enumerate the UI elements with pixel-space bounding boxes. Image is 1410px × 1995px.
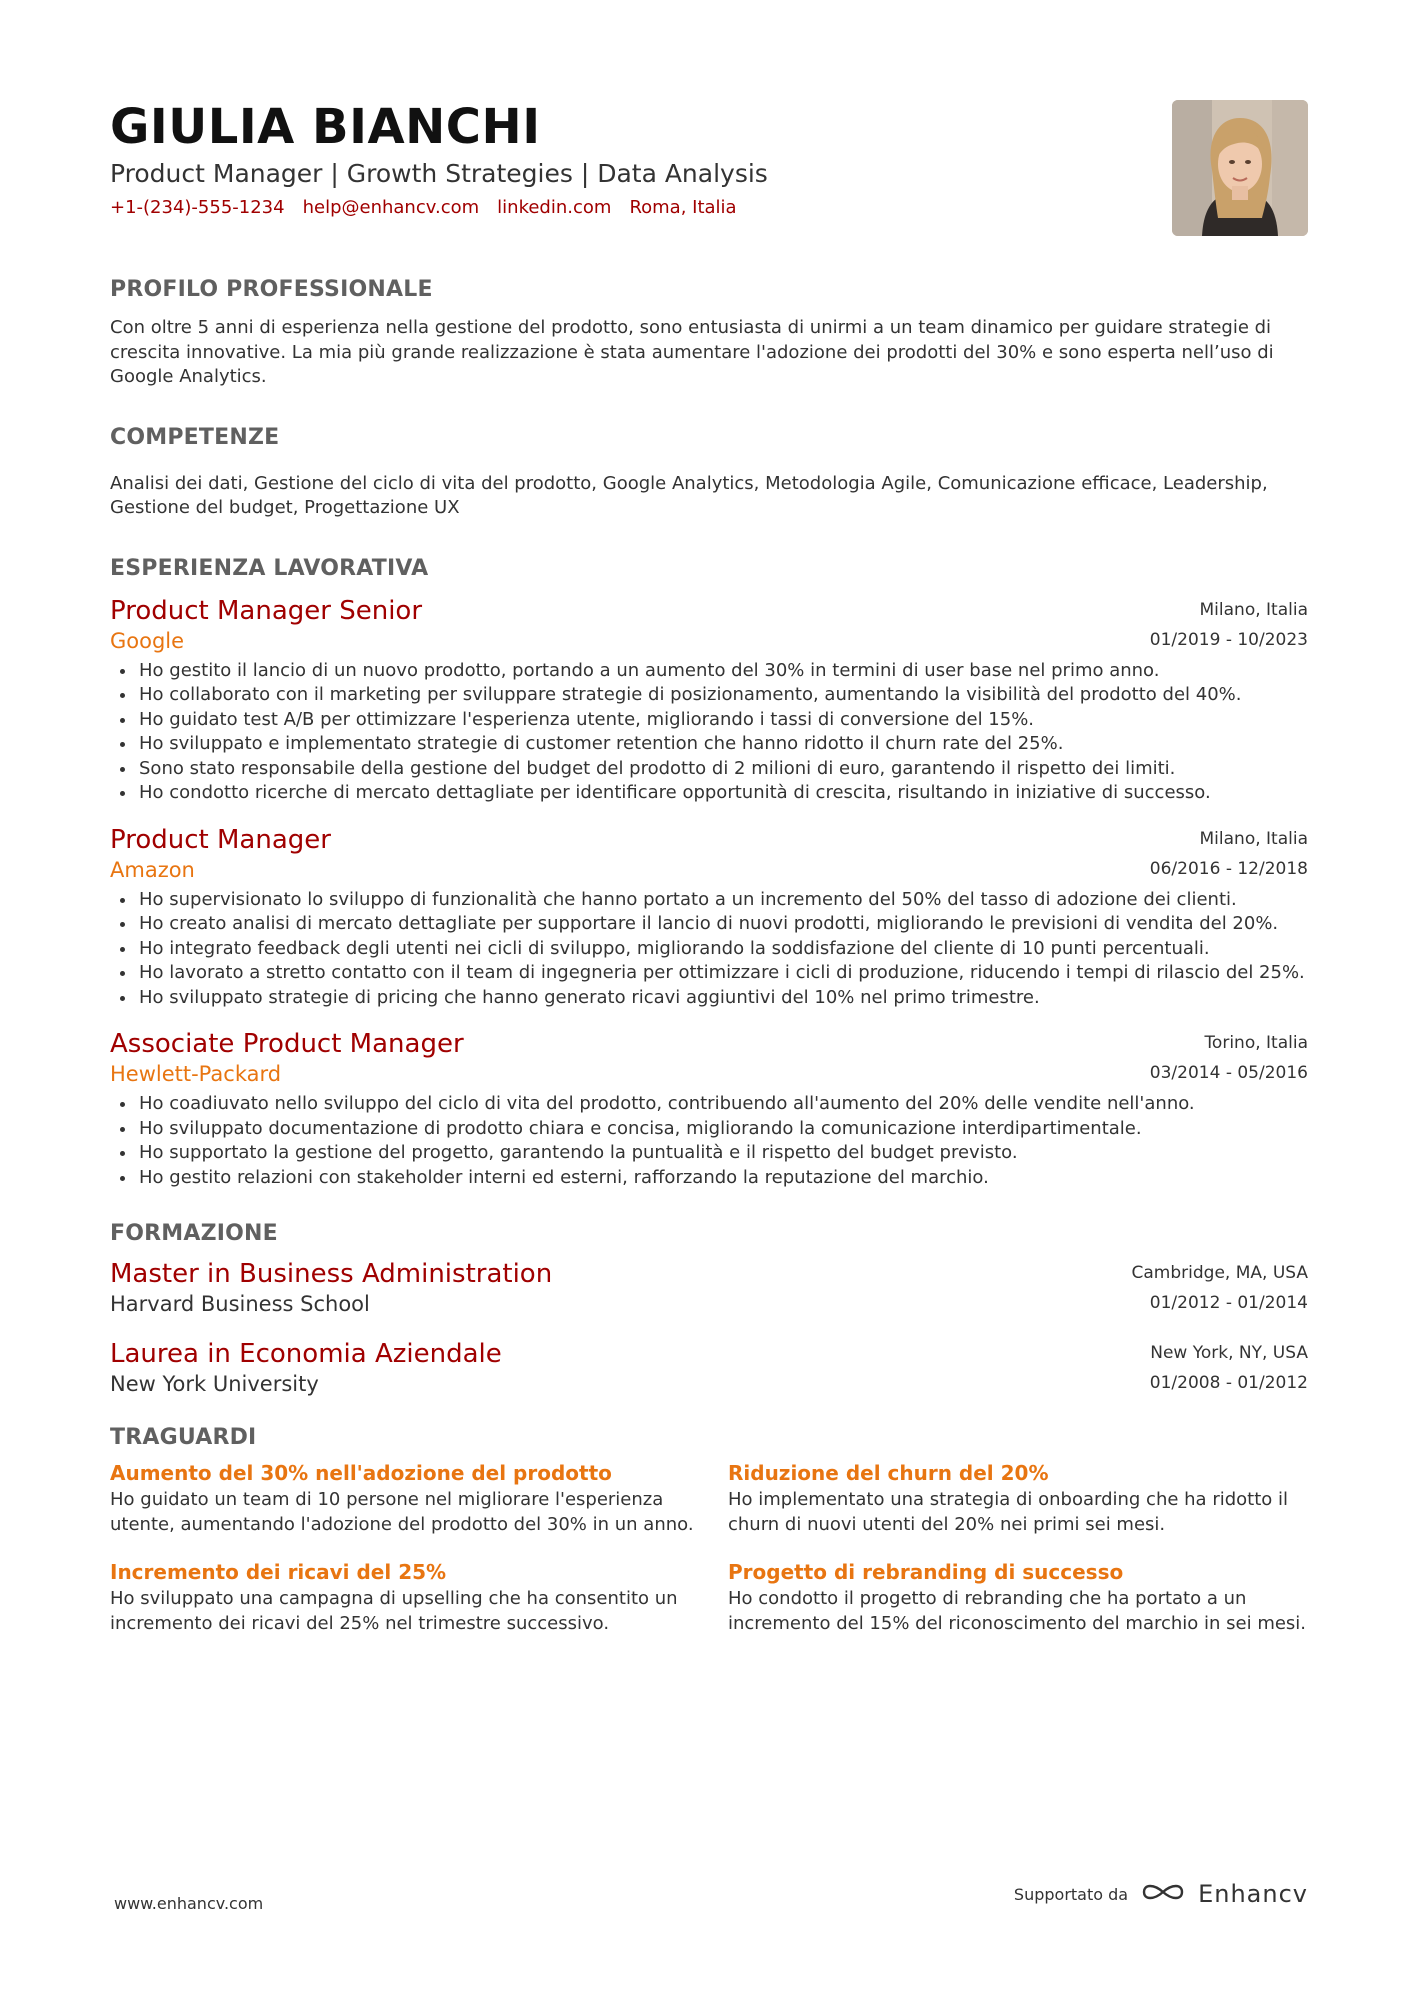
education-degree: Master in Business Administration: [110, 1259, 553, 1289]
powered-by-text: Supportato da: [1013, 1884, 1129, 1904]
candidate-title: Product Manager | Growth Strategies | Data Analysis: [110, 159, 768, 188]
education-meta: [1150, 1338, 1308, 1398]
bullet-item: • Ho integrato feedback degli utenti nei cicli di sviluppo, migliorando la soddisfazione del cliente di 10 punti percentuali.: [137, 937, 1308, 962]
bullet-item: • Ho coadiuvato nello sviluppo del ciclo di vita del prodotto, contribuendo all'aumento del 20% delle vendite nell'anno.: [137, 1092, 1308, 1117]
achievement-title: Aumento del 30% nell'adozione del prodotto: [110, 1461, 612, 1485]
resume-header: [110, 100, 1308, 250]
education-school: Harvard Business School: [110, 1292, 370, 1316]
experience-entry-header: [110, 1028, 1308, 1088]
contact-info: [110, 196, 1308, 220]
job-role: Product Manager Senior: [110, 595, 423, 626]
job-role: Associate Product Manager: [110, 1029, 464, 1059]
job-location: Torino, Italia: [1204, 1033, 1308, 1053]
job-dates: 03/2014 - 05/2016: [1149, 1063, 1308, 1083]
achievement-desc: Ho guidato un team di 10 persone nel migliorare l'esperienza utente, aumentando l'adozione del prodotto del 30% in un anno.: [110, 1489, 694, 1535]
bullet-item: • Ho supportato la gestione del progetto, garantendo la puntualità e il rispetto del budget previsto.: [137, 1141, 1308, 1166]
location-text: Roma, Italia: [629, 197, 737, 218]
education-heading: FORMAZIONE: [110, 1221, 278, 1246]
skills-heading: COMPETENZE: [110, 424, 280, 450]
profile-photo: [1172, 100, 1308, 236]
bullet-item: • Ho gestito relazioni con stakeholder interni ed esterni, rafforzando la reputazione del marchio.: [137, 1166, 1308, 1191]
education-entry: [110, 1258, 1308, 1320]
experience-entry: [110, 1028, 1308, 1190]
achievements-grid: [110, 1458, 1308, 1636]
job-company: Hewlett-Packard: [110, 1062, 282, 1086]
job-company: Amazon: [110, 857, 195, 882]
experience-entry-header: [110, 595, 1308, 655]
linkedin-link[interactable]: linkedin.com: [497, 197, 612, 218]
achievements-heading: TRAGUARDI: [110, 1425, 257, 1450]
achievement-item: [110, 1557, 700, 1636]
profile-heading: PROFILO PROFESSIONALE: [110, 277, 433, 302]
bullet-item: • Sono stato responsabile della gestione del budget del prodotto di 2 milioni di euro, garantendo il rispetto dei limiti.: [137, 757, 1308, 782]
education-meta: [1132, 1258, 1308, 1318]
bullet-item: • Ho collaborato con il marketing per sviluppare strategie di posizionamento, aumentando la visibilità del prodotto del 40%.: [137, 683, 1308, 708]
experience-entry: [110, 824, 1308, 1011]
experience-entry: [110, 595, 1308, 806]
achievement-desc: Ho implementato una strategia di onboarding che ha ridotto il churn di nuovi utenti del 20% nei primi sei mesi.: [728, 1489, 1289, 1535]
experience-entry-header: [110, 824, 1308, 884]
education-location: New York, NY, USA: [1150, 1343, 1308, 1363]
resume-page: [110, 100, 1308, 1636]
job-dates: 06/2016 - 12/2018: [1149, 858, 1308, 879]
bullet-item: • Ho supervisionato lo sviluppo di funzionalità che hanno portato a un incremento del 50% del tasso di adozione dei clienti.: [137, 888, 1308, 913]
email-link[interactable]: help@enhancv.com: [302, 197, 480, 218]
bullet-item: • Ho sviluppato strategie di pricing che hanno generato ricavi aggiuntivi del 10% nel primo trimestre.: [137, 986, 1308, 1011]
bullet-item: • Ho gestito il lancio di un nuovo prodotto, portando a un aumento del 30% in termini di user base nel primo anno.: [137, 659, 1308, 684]
footer-website[interactable]: www.enhancv.com: [114, 1894, 264, 1913]
education-entry: [110, 1338, 1308, 1400]
education-degree: Laurea in Economia Aziendale: [110, 1339, 502, 1369]
education-section: [110, 1220, 1308, 1400]
bullet-item: • Ho sviluppato documentazione di prodotto chiara e concisa, migliorando la comunicazione interdipartimentale.: [137, 1117, 1308, 1142]
job-location: Milano, Italia: [1199, 599, 1308, 620]
experience-section: [110, 555, 1308, 1191]
achievement-item: [728, 1557, 1318, 1636]
job-company: Google: [110, 628, 185, 653]
job-role: Product Manager: [110, 824, 331, 855]
education-school: New York University: [110, 1372, 319, 1396]
footer-branding: [1014, 1880, 1308, 1908]
skills-section: [110, 424, 1308, 521]
achievement-desc: Ho condotto il progetto di rebranding che ha portato a un incremento del 15% del riconoscimento del marchio in sei mesi.: [728, 1588, 1307, 1634]
achievement-item: [728, 1458, 1318, 1537]
experience-heading: ESPERIENZA LAVORATIVA: [110, 555, 429, 581]
job-bullets: [110, 1092, 1308, 1190]
achievement-desc: Ho sviluppato una campagna di upselling che ha consentito un incremento dei ricavi del 25% nel trimestre successivo.: [110, 1588, 678, 1634]
achievement-title: Incremento dei ricavi del 25%: [110, 1560, 447, 1584]
bullet-item: • Ho guidato test A/B per ottimizzare l'esperienza utente, migliorando i tassi di conversione del 15%.: [137, 708, 1308, 733]
brand-name: Enhancv: [1198, 1880, 1308, 1908]
achievement-title: Riduzione del churn del 20%: [728, 1461, 1049, 1485]
achievements-section: [110, 1424, 1308, 1636]
bullet-item: • Ho lavorato a stretto contatto con il team di ingegneria per ottimizzare i cicli di produzione, riducendo i tempi di rilascio del 25%.: [137, 961, 1308, 986]
job-meta: [1150, 1028, 1308, 1088]
candidate-name: GIULIA BIANCHI: [110, 99, 541, 155]
achievement-title: Progetto di rebranding di successo: [728, 1560, 1124, 1584]
job-meta: [1150, 595, 1308, 655]
education-dates: 01/2012 - 01/2014: [1149, 1293, 1308, 1313]
bullet-item: • Ho creato analisi di mercato dettagliate per supportare il lancio di nuovi prodotti, migliorando le previsioni di vendita del 20%.: [137, 912, 1308, 937]
education-location: Cambridge, MA, USA: [1131, 1263, 1308, 1283]
job-location: Milano, Italia: [1199, 828, 1308, 849]
profile-text: Con oltre 5 anni di esperienza nella gestione del prodotto, sono entusiasta di unirmi a un team dinamico per guidare strategie di crescita innovative. La mia più grande realizzazione è stata aumentare l'adozione dei prodotti del 30% e sono esperta nell’uso di Google Analytics.: [110, 317, 1274, 387]
enhancv-logo-icon: [1140, 1880, 1186, 1908]
job-bullets: [110, 888, 1308, 1011]
phone-link[interactable]: +1-(234)-555-1234: [110, 197, 285, 218]
bullet-item: • Ho condotto ricerche di mercato dettagliate per identificare opportunità di crescita, risultando in iniziative di successo.: [137, 781, 1308, 806]
job-bullets: [110, 659, 1308, 806]
job-meta: [1150, 824, 1308, 884]
skills-text: Analisi dei dati, Gestione del ciclo di vita del prodotto, Google Analytics, Metodologia Agile, Comunicazione efficace, Leadership, Gestione del budget, Progettazione UX: [110, 472, 1268, 518]
bullet-item: • Ho sviluppato e implementato strategie di customer retention che hanno ridotto il churn rate del 25%.: [137, 732, 1308, 757]
education-dates: 01/2008 - 01/2012: [1149, 1373, 1308, 1393]
profile-section: [110, 276, 1308, 390]
job-dates: 01/2019 - 10/2023: [1149, 629, 1308, 650]
achievement-item: [110, 1458, 700, 1537]
